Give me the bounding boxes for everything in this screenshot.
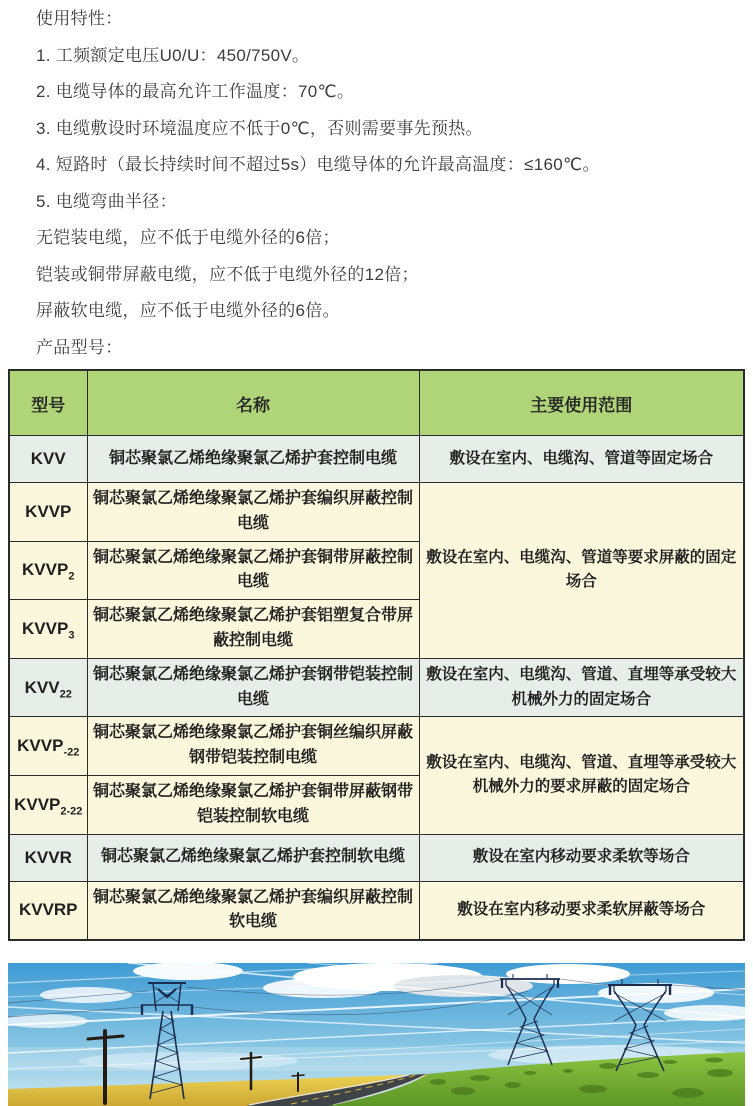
model-cell	[9, 436, 87, 483]
name-cell: 铜芯聚氯乙烯绝缘聚氯乙烯护套铜带屏蔽控制电缆	[87, 541, 419, 600]
product-model-table	[8, 369, 745, 941]
model-cell	[9, 483, 87, 542]
model-text: KVVP	[14, 794, 61, 814]
intro-line: 4. 短路时（最长持续时间不超过5s）电缆导体的允许最高温度：≤160℃。	[36, 155, 600, 174]
name-cell: 铜芯聚氯乙烯绝缘聚氯乙烯护套控制软电缆	[87, 834, 419, 881]
table-header-row	[9, 370, 744, 436]
model-text: KVVP	[17, 736, 64, 756]
intro-line: 产品型号：	[36, 337, 123, 357]
usage-cell: 敷设在室内、电缆沟、管道、直埋等承受较大机械外力的要求屏蔽的固定场合	[419, 717, 744, 834]
table-row	[9, 658, 744, 717]
table-row	[9, 881, 744, 940]
usage-cell: 敷设在室内、电缆沟、管道等固定场合	[419, 436, 744, 483]
table-row	[9, 834, 744, 881]
name-cell: 铜芯聚氯乙烯绝缘聚氯乙烯护套铜带屏蔽钢带铠装控制软电缆	[87, 775, 419, 834]
model-subscript: -22	[63, 746, 80, 759]
model-subscript: 2	[68, 570, 75, 583]
intro-line: 3. 电缆敷设时环境温度应不低于0℃，否则需要事先预热。	[36, 118, 483, 138]
table-row	[9, 717, 744, 776]
model-subscript: 22	[59, 687, 72, 700]
intro-line: 5. 电缆弯曲半径：	[36, 191, 177, 211]
model-text: KVVP	[22, 560, 69, 580]
usage-cell: 敷设在室内、电缆沟、管道等要求屏蔽的固定场合	[419, 483, 744, 659]
intro-line: 1. 工频额定电压U0/U：450/750V。	[36, 45, 310, 65]
name-cell: 铜芯聚氯乙烯绝缘聚氯乙烯护套编织屏蔽控制软电缆	[87, 881, 419, 940]
model-cell	[9, 600, 87, 659]
name-cell: 铜芯聚氯乙烯绝缘聚氯乙烯护套控制电缆	[87, 436, 419, 483]
model-cell	[9, 541, 87, 600]
usage-cell: 敷设在室内、电缆沟、管道、直埋等承受较大机械外力的固定场合	[419, 658, 744, 717]
header-usage: 主要使用范围	[419, 370, 744, 436]
intro-title: 使用特性：	[36, 9, 123, 28]
model-subscript: 3	[68, 629, 75, 642]
usage-cell: 敷设在室内移动要求柔软等场合	[419, 834, 744, 881]
table-row	[9, 483, 744, 542]
name-cell: 铜芯聚氯乙烯绝缘聚氯乙烯护套编织屏蔽控制电缆	[87, 483, 419, 542]
model-cell	[9, 834, 87, 881]
table-row	[9, 436, 744, 483]
power-towers-illustration	[8, 963, 745, 1106]
header-model: 型号	[9, 370, 87, 436]
usage-characteristics-section	[0, 0, 753, 366]
usage-cell: 敷设在室内移动要求柔软屏蔽等场合	[419, 881, 744, 940]
model-cell	[9, 775, 87, 834]
name-cell: 铜芯聚氯乙烯绝缘聚氯乙烯护套钢带铠装控制电缆	[87, 658, 419, 717]
model-text: KVVP	[22, 618, 69, 638]
model-text: KVVP	[25, 501, 72, 521]
model-subscript: 2-22	[60, 805, 83, 818]
table-body	[9, 436, 744, 941]
model-text: KVVR	[24, 847, 72, 867]
model-text: KVV	[24, 677, 60, 697]
intro-line: 铠装或铜带屏蔽电缆，应不低于电缆外径的12倍；	[36, 264, 419, 284]
intro-line: 2. 电缆导体的最高允许工作温度：70℃。	[36, 82, 355, 101]
intro-line: 无铠装电缆，应不低于电缆外径的6倍；	[36, 228, 340, 247]
model-cell	[9, 658, 87, 717]
model-cell	[9, 881, 87, 940]
model-text: KVV	[30, 449, 66, 468]
name-cell: 铜芯聚氯乙烯绝缘聚氯乙烯护套铜丝编织屏蔽钢带铠装控制电缆	[87, 717, 419, 776]
header-name: 名称	[87, 370, 419, 436]
model-text: KVVRP	[18, 900, 78, 920]
name-cell: 铜芯聚氯乙烯绝缘聚氯乙烯护套铝塑复合带屏蔽控制电缆	[87, 600, 419, 659]
intro-line: 屏蔽软电缆，应不低于电缆外径的6倍。	[36, 301, 340, 320]
intro-lines	[36, 38, 733, 367]
model-cell	[9, 717, 87, 776]
power-towers-photo	[8, 963, 745, 1106]
